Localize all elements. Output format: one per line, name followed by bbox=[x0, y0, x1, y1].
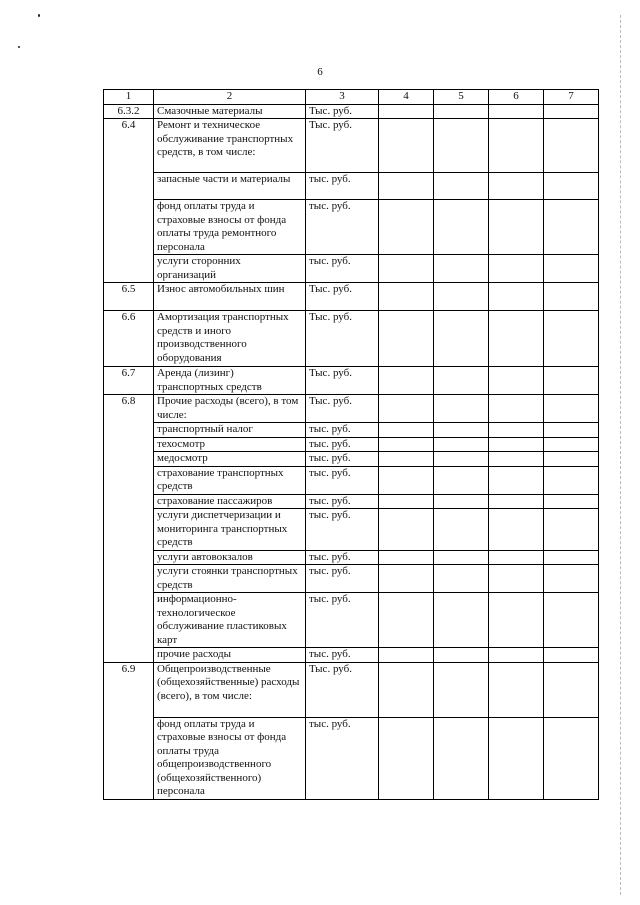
value-cell bbox=[544, 119, 599, 173]
item-name-cell: фонд оплаты труда и страховые взносы от фонда оплаты труда общепроизводственного (общехозяйственного) персонала bbox=[154, 717, 306, 799]
value-cell bbox=[489, 119, 544, 173]
table-row bbox=[104, 494, 599, 509]
value-cell bbox=[544, 367, 599, 395]
value-cell bbox=[489, 395, 544, 423]
table-row bbox=[104, 395, 599, 423]
unit-cell: Тыс. руб. bbox=[306, 283, 379, 311]
column-header: 7 bbox=[544, 90, 599, 105]
row-number-cell: 6.5 bbox=[104, 283, 154, 311]
value-cell bbox=[544, 283, 599, 311]
value-cell bbox=[489, 452, 544, 467]
column-header: 2 bbox=[154, 90, 306, 105]
table-row bbox=[104, 452, 599, 467]
item-name-cell: Смазочные материалы bbox=[154, 104, 306, 119]
value-cell bbox=[489, 593, 544, 648]
value-cell bbox=[544, 593, 599, 648]
unit-cell: Тыс. руб. bbox=[306, 662, 379, 717]
value-cell bbox=[379, 593, 434, 648]
value-cell bbox=[379, 311, 434, 367]
value-cell bbox=[489, 423, 544, 438]
scan-speck bbox=[18, 46, 20, 48]
value-cell bbox=[544, 662, 599, 717]
value-cell bbox=[379, 104, 434, 119]
item-name-cell: страхование пассажиров bbox=[154, 494, 306, 509]
table-row bbox=[104, 509, 599, 551]
item-name-cell: транспортный налог bbox=[154, 423, 306, 438]
table-row bbox=[104, 311, 599, 367]
value-cell bbox=[434, 423, 489, 438]
value-cell bbox=[544, 311, 599, 367]
table-row bbox=[104, 717, 599, 799]
row-number-cell: 6.9 bbox=[104, 662, 154, 799]
unit-cell: тыс. руб. bbox=[306, 648, 379, 663]
unit-cell: тыс. руб. bbox=[306, 255, 379, 283]
value-cell bbox=[434, 565, 489, 593]
scan-edge-mark bbox=[620, 15, 622, 895]
value-cell bbox=[489, 173, 544, 200]
value-cell bbox=[434, 367, 489, 395]
value-cell bbox=[489, 311, 544, 367]
value-cell bbox=[489, 509, 544, 551]
row-number-cell: 6.8 bbox=[104, 395, 154, 663]
value-cell bbox=[544, 104, 599, 119]
item-name-cell: услуги стоянки транспортных средств bbox=[154, 565, 306, 593]
value-cell bbox=[434, 662, 489, 717]
value-cell bbox=[544, 509, 599, 551]
value-cell bbox=[434, 119, 489, 173]
value-cell bbox=[379, 466, 434, 494]
row-number-cell: 6.7 bbox=[104, 367, 154, 395]
value-cell bbox=[379, 437, 434, 452]
unit-cell: тыс. руб. bbox=[306, 550, 379, 565]
value-cell bbox=[544, 255, 599, 283]
value-cell bbox=[379, 283, 434, 311]
value-cell bbox=[434, 648, 489, 663]
table-row bbox=[104, 648, 599, 663]
row-number-cell: 6.6 bbox=[104, 311, 154, 367]
table-row bbox=[104, 367, 599, 395]
value-cell bbox=[489, 494, 544, 509]
value-cell bbox=[489, 367, 544, 395]
value-cell bbox=[489, 255, 544, 283]
item-name-cell: информационно-технологическое обслуживание пластиковых карт bbox=[154, 593, 306, 648]
unit-cell: тыс. руб. bbox=[306, 593, 379, 648]
value-cell bbox=[379, 565, 434, 593]
value-cell bbox=[379, 395, 434, 423]
value-cell bbox=[489, 437, 544, 452]
value-cell bbox=[544, 437, 599, 452]
value-cell bbox=[434, 494, 489, 509]
item-name-cell: Прочие расходы (всего), в том числе: bbox=[154, 395, 306, 423]
value-cell bbox=[379, 509, 434, 551]
value-cell bbox=[434, 311, 489, 367]
table-row bbox=[104, 662, 599, 717]
table-row bbox=[104, 550, 599, 565]
item-name-cell: медосмотр bbox=[154, 452, 306, 467]
value-cell bbox=[489, 104, 544, 119]
column-header: 3 bbox=[306, 90, 379, 105]
row-number-cell: 6.4 bbox=[104, 119, 154, 283]
value-cell bbox=[544, 173, 599, 200]
value-cell bbox=[379, 494, 434, 509]
value-cell bbox=[544, 648, 599, 663]
column-header: 5 bbox=[434, 90, 489, 105]
value-cell bbox=[379, 367, 434, 395]
item-name-cell: прочие расходы bbox=[154, 648, 306, 663]
table-row bbox=[104, 200, 599, 255]
value-cell bbox=[489, 550, 544, 565]
item-name-cell: Износ автомобильных шин bbox=[154, 283, 306, 311]
unit-cell: тыс. руб. bbox=[306, 452, 379, 467]
expenses-table bbox=[103, 89, 599, 800]
value-cell bbox=[544, 550, 599, 565]
unit-cell: тыс. руб. bbox=[306, 437, 379, 452]
unit-cell: тыс. руб. bbox=[306, 466, 379, 494]
item-name-cell: фонд оплаты труда и страховые взносы от фонда оплаты труда ремонтного персонала bbox=[154, 200, 306, 255]
value-cell bbox=[434, 104, 489, 119]
value-cell bbox=[434, 717, 489, 799]
value-cell bbox=[379, 173, 434, 200]
value-cell bbox=[434, 255, 489, 283]
unit-cell: тыс. руб. bbox=[306, 423, 379, 438]
item-name-cell: страхование транспортных средств bbox=[154, 466, 306, 494]
value-cell bbox=[434, 550, 489, 565]
value-cell bbox=[544, 717, 599, 799]
unit-cell: тыс. руб. bbox=[306, 717, 379, 799]
value-cell bbox=[379, 200, 434, 255]
scan-speck bbox=[38, 14, 40, 17]
column-header: 6 bbox=[489, 90, 544, 105]
value-cell bbox=[489, 466, 544, 494]
unit-cell: Тыс. руб. bbox=[306, 119, 379, 173]
value-cell bbox=[544, 200, 599, 255]
value-cell bbox=[434, 200, 489, 255]
value-cell bbox=[544, 423, 599, 438]
item-name-cell: техосмотр bbox=[154, 437, 306, 452]
column-header: 1 bbox=[104, 90, 154, 105]
unit-cell: Тыс. руб. bbox=[306, 104, 379, 119]
table-row bbox=[104, 173, 599, 200]
value-cell bbox=[379, 119, 434, 173]
value-cell bbox=[544, 452, 599, 467]
value-cell bbox=[489, 200, 544, 255]
table-row bbox=[104, 119, 599, 173]
table-row bbox=[104, 283, 599, 311]
unit-cell: тыс. руб. bbox=[306, 200, 379, 255]
unit-cell: Тыс. руб. bbox=[306, 395, 379, 423]
value-cell bbox=[434, 466, 489, 494]
value-cell bbox=[434, 452, 489, 467]
table-row bbox=[104, 437, 599, 452]
value-cell bbox=[379, 255, 434, 283]
table-row bbox=[104, 593, 599, 648]
item-name-cell: Общепроизводственные (общехозяйственные) расходы (всего), в том числе: bbox=[154, 662, 306, 717]
table-row bbox=[104, 423, 599, 438]
value-cell bbox=[434, 283, 489, 311]
value-cell bbox=[489, 283, 544, 311]
value-cell bbox=[434, 395, 489, 423]
row-number-cell: 6.3.2 bbox=[104, 104, 154, 119]
table-row bbox=[104, 255, 599, 283]
value-cell bbox=[379, 662, 434, 717]
value-cell bbox=[544, 395, 599, 423]
item-name-cell: Амортизация транспортных средств и иного производственного оборудования bbox=[154, 311, 306, 367]
value-cell bbox=[489, 662, 544, 717]
item-name-cell: услуги диспетчеризации и мониторинга транспортных средств bbox=[154, 509, 306, 551]
value-cell bbox=[379, 423, 434, 438]
value-cell bbox=[379, 452, 434, 467]
value-cell bbox=[544, 565, 599, 593]
table-row bbox=[104, 565, 599, 593]
unit-cell: тыс. руб. bbox=[306, 509, 379, 551]
table-row bbox=[104, 104, 599, 119]
page-number: 6 bbox=[317, 66, 323, 78]
value-cell bbox=[379, 550, 434, 565]
unit-cell: тыс. руб. bbox=[306, 565, 379, 593]
unit-cell: Тыс. руб. bbox=[306, 311, 379, 367]
value-cell bbox=[544, 494, 599, 509]
table-header-row bbox=[104, 90, 599, 105]
value-cell bbox=[434, 509, 489, 551]
unit-cell: тыс. руб. bbox=[306, 173, 379, 200]
value-cell bbox=[379, 717, 434, 799]
value-cell bbox=[379, 648, 434, 663]
unit-cell: Тыс. руб. bbox=[306, 367, 379, 395]
value-cell bbox=[489, 717, 544, 799]
unit-cell: тыс. руб. bbox=[306, 494, 379, 509]
value-cell bbox=[489, 565, 544, 593]
item-name-cell: запасные части и материалы bbox=[154, 173, 306, 200]
item-name-cell: услуги сторонних организаций bbox=[154, 255, 306, 283]
value-cell bbox=[434, 593, 489, 648]
value-cell bbox=[544, 466, 599, 494]
value-cell bbox=[434, 437, 489, 452]
item-name-cell: Ремонт и техническое обслуживание транспортных средств, в том числе: bbox=[154, 119, 306, 173]
value-cell bbox=[434, 173, 489, 200]
value-cell bbox=[489, 648, 544, 663]
item-name-cell: услуги автовокзалов bbox=[154, 550, 306, 565]
item-name-cell: Аренда (лизинг) транспортных средств bbox=[154, 367, 306, 395]
column-header: 4 bbox=[379, 90, 434, 105]
table-row bbox=[104, 466, 599, 494]
